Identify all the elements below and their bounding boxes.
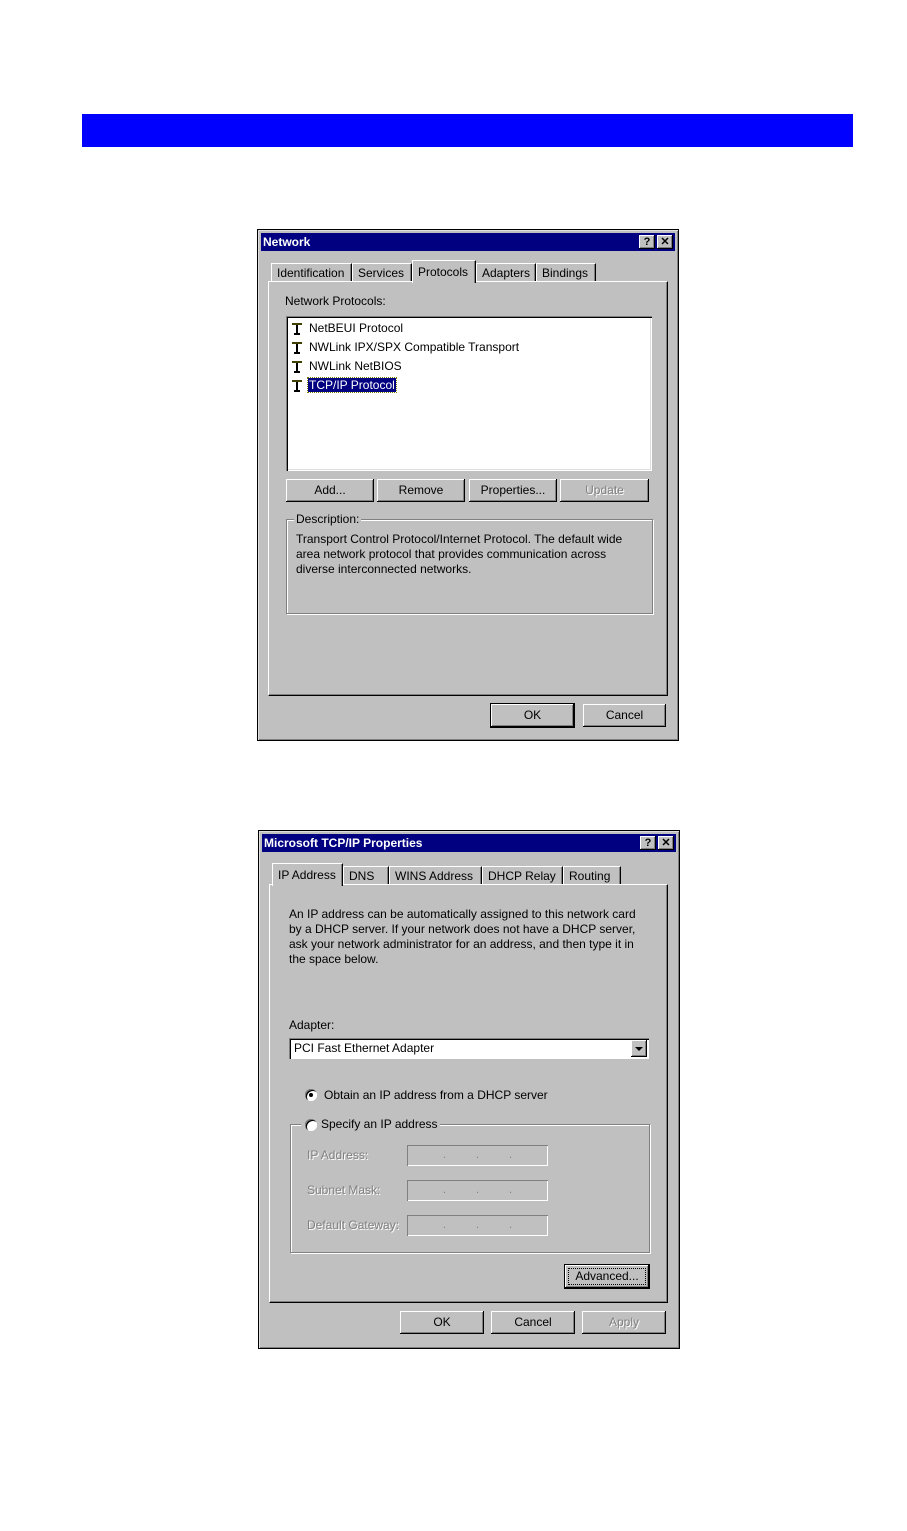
section-header-bar	[82, 114, 853, 147]
subnet-mask-label: Subnet Mask:	[307, 1183, 381, 1197]
advanced-button-label: Advanced...	[565, 1265, 649, 1288]
subnet-mask-dots: ...	[442, 1184, 543, 1196]
default-gateway-field[interactable]	[407, 1215, 548, 1236]
list-item-label: NWLink NetBIOS	[309, 359, 402, 373]
tab-identification[interactable]: Identification	[271, 263, 352, 282]
list-item-label: TCP/IP Protocol	[309, 378, 395, 392]
ip-address-field[interactable]	[407, 1145, 548, 1166]
default-gateway-label: Default Gateway:	[307, 1218, 400, 1232]
apply-button[interactable]: Apply	[582, 1311, 666, 1334]
intro-text: An IP address can be automatically assigned to this network card by a DHCP server. If your network does not have a DHCP server, ask your network administrator for an address, and then type it in the space below.	[289, 907, 636, 966]
list-item[interactable]	[290, 376, 396, 394]
ip-address-panel	[269, 884, 668, 1303]
ok-button[interactable]: OK	[491, 704, 574, 727]
tab-ip-address[interactable]: IP Address	[272, 863, 343, 886]
window-title: Microsoft TCP/IP Properties	[264, 836, 423, 850]
subnet-mask-field[interactable]	[407, 1180, 548, 1201]
window-title: Network	[263, 235, 311, 249]
specify-ip-radio[interactable]	[305, 1119, 317, 1131]
network-protocol-icon	[290, 341, 306, 355]
description-text: Transport Control Protocol/Internet Protocol. The default wide area network protocol that provides communication across diverse interconnected networks.	[296, 532, 623, 576]
protocols-label: Network Protocols:	[285, 294, 386, 308]
list-item-label: NetBEUI Protocol	[309, 321, 404, 335]
update-button[interactable]: Update	[560, 479, 649, 502]
tab-dhcp-relay[interactable]: DHCP Relay	[482, 866, 563, 885]
network-protocol-icon	[290, 322, 306, 336]
adapter-label: Adapter:	[289, 1018, 335, 1032]
tab-dns[interactable]: DNS	[343, 866, 389, 885]
advanced-button[interactable]	[565, 1265, 649, 1288]
tab-adapters[interactable]: Adapters	[476, 263, 536, 282]
tab-bindings[interactable]: Bindings	[536, 263, 596, 282]
tcpip-tabs	[269, 863, 669, 885]
help-icon[interactable]: ?	[639, 235, 655, 249]
tcpip-titlebar[interactable]	[262, 834, 676, 852]
list-item[interactable]	[290, 338, 520, 356]
obtain-ip-radio[interactable]	[305, 1089, 317, 1101]
list-item[interactable]	[290, 357, 403, 375]
list-item[interactable]	[290, 319, 404, 337]
protocols-listbox[interactable]	[286, 316, 652, 471]
cancel-button[interactable]: Cancel	[583, 704, 666, 727]
tcpip-properties-dialog	[258, 830, 680, 1349]
description-groupbox	[286, 512, 653, 614]
tab-routing[interactable]: Routing	[563, 866, 621, 885]
help-icon[interactable]: ?	[640, 836, 656, 850]
default-gateway-dots: ...	[442, 1219, 543, 1231]
cancel-button[interactable]: Cancel	[491, 1311, 575, 1334]
specify-ip-groupbox	[290, 1117, 650, 1253]
chevron-down-icon[interactable]	[631, 1040, 647, 1057]
remove-button[interactable]: Remove	[377, 479, 465, 502]
protocols-panel	[268, 281, 668, 696]
specify-ip-legend	[301, 1117, 440, 1131]
network-protocol-icon	[290, 379, 306, 393]
properties-button[interactable]: Properties...	[469, 479, 557, 502]
network-titlebar[interactable]	[261, 233, 675, 251]
add-button[interactable]: Add...	[286, 479, 374, 502]
obtain-ip-label[interactable]: Obtain an IP address from a DHCP server	[324, 1088, 548, 1102]
ip-address-dots: ...	[442, 1149, 543, 1161]
specify-ip-label[interactable]: Specify an IP address	[321, 1117, 438, 1131]
list-item-label: NWLink IPX/SPX Compatible Transport	[309, 340, 520, 354]
network-dialog	[257, 229, 679, 741]
tab-protocols[interactable]: Protocols	[412, 260, 476, 283]
tab-services[interactable]: Services	[352, 263, 412, 282]
close-icon[interactable]: ✕	[658, 836, 674, 850]
tab-wins-address[interactable]: WINS Address	[389, 866, 482, 885]
close-icon[interactable]: ✕	[657, 235, 673, 249]
ok-button[interactable]: OK	[400, 1311, 484, 1334]
description-label: Description:	[296, 512, 360, 526]
adapter-value: PCI Fast Ethernet Adapter	[294, 1041, 435, 1055]
ip-address-label: IP Address:	[307, 1148, 369, 1162]
network-tabs	[268, 260, 668, 282]
adapter-select[interactable]	[289, 1038, 649, 1059]
network-protocol-icon	[290, 360, 306, 374]
